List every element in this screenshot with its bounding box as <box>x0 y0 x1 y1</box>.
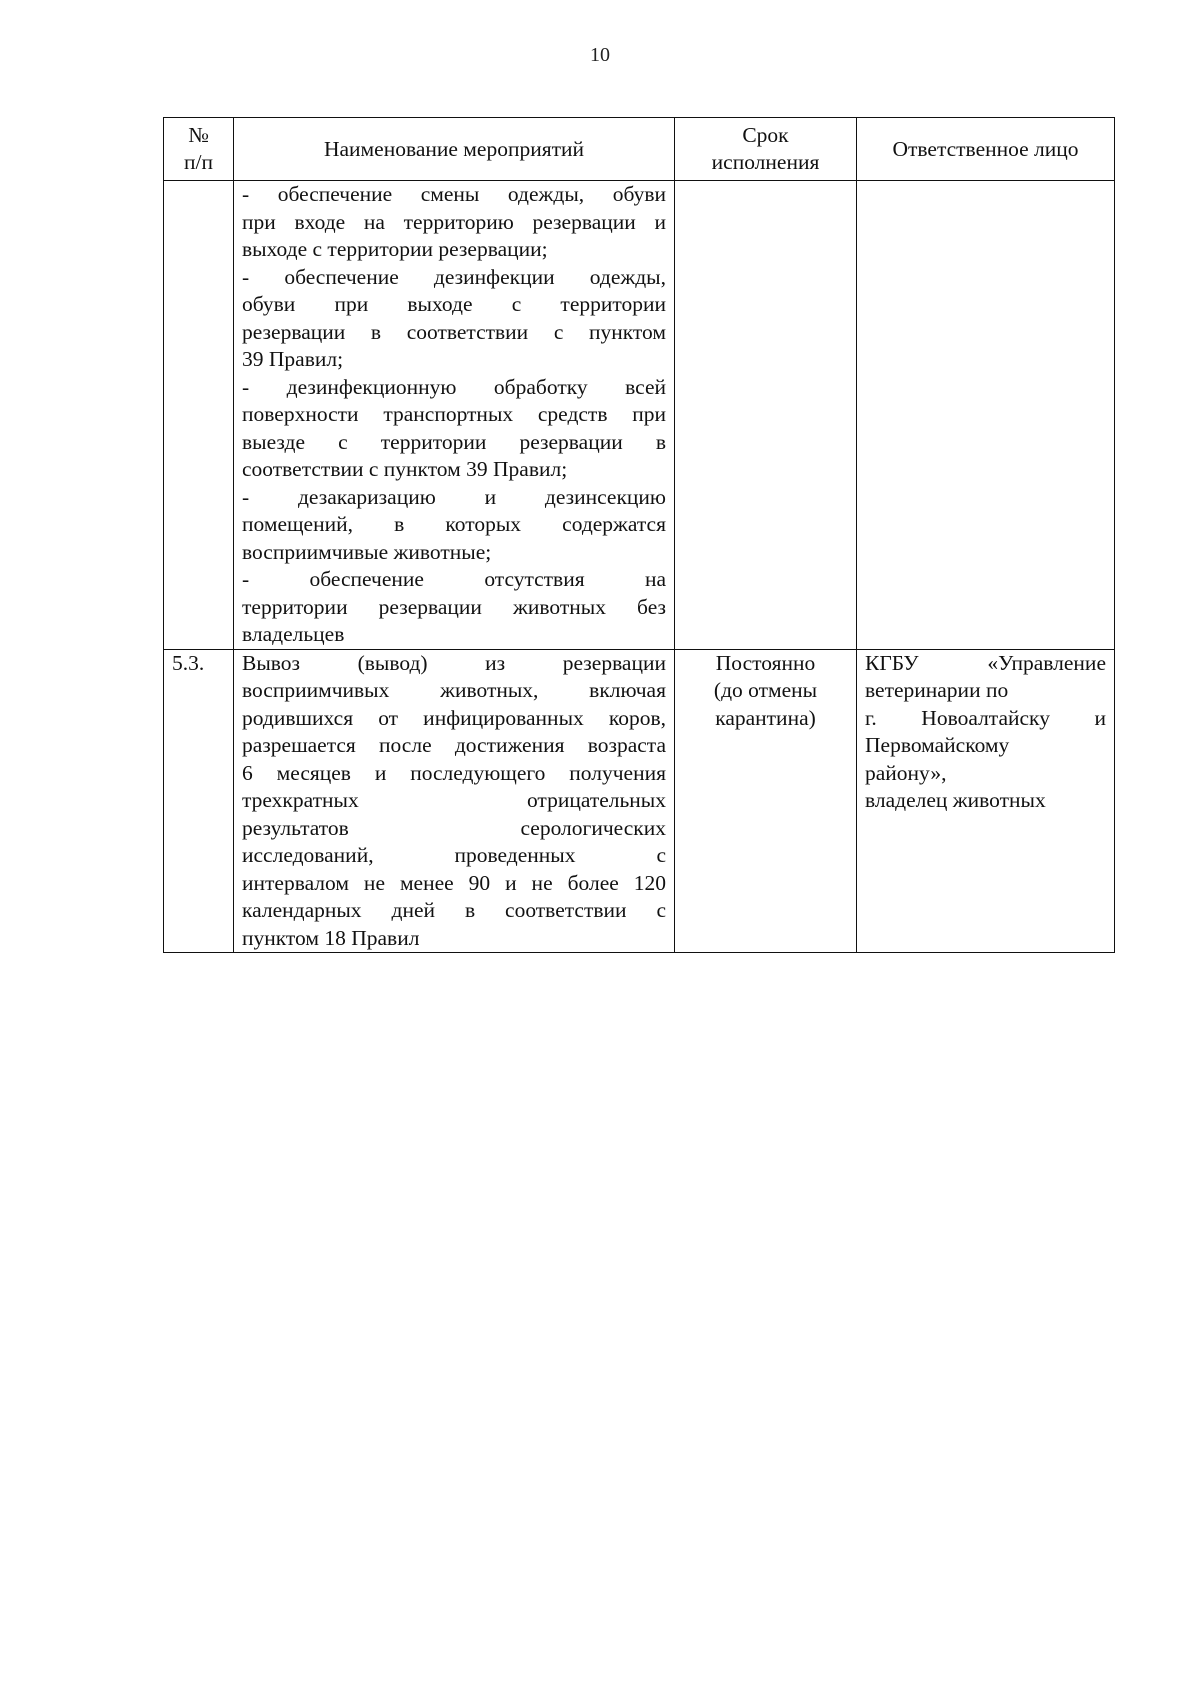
text-line: 39 Правил; <box>242 347 344 371</box>
table-header-row <box>164 118 1115 181</box>
row-measure-text <box>234 181 675 650</box>
row-responsible <box>857 649 1115 953</box>
text-line: помещений, в которых содержатся <box>242 512 666 536</box>
text-line: интервалом не менее 90 и не более 120 <box>242 870 666 895</box>
table-row <box>164 649 1115 953</box>
text-line: - дезакаризацию и дезинсекцию <box>242 484 666 509</box>
text-line: выходе с территории резервации; <box>242 237 548 261</box>
text-line: поверхности транспортных средств при <box>242 402 666 426</box>
text-line: результатов серологических <box>242 815 666 840</box>
text-line: выезде с территории резервации в <box>242 429 666 454</box>
row-measure-text <box>234 649 675 953</box>
text-line: Вывоз (вывод) из резервации <box>242 650 666 675</box>
text-line: пунктом 18 Правил <box>242 925 420 950</box>
text-line: территории резервации животных без <box>242 594 666 619</box>
text-line: - дезинфекционную обработку всей <box>242 374 666 399</box>
row-term <box>675 181 857 650</box>
text-line: разрешается после достижения возраста <box>242 733 666 757</box>
responsible-line: району», <box>865 760 947 785</box>
term-line: карантина) <box>715 705 816 730</box>
responsible-line: Первомайскому <box>865 733 1010 757</box>
row-responsible <box>857 181 1115 650</box>
text-line: владельцев <box>242 622 345 646</box>
text-line: резервации в соответствии с пунктом <box>242 319 666 344</box>
measures-table <box>163 117 1115 953</box>
text-line: при входе на территорию резервации и <box>242 209 666 234</box>
table-row <box>164 181 1115 650</box>
header-term <box>675 118 857 181</box>
responsible-line: владелец животных <box>865 788 1046 812</box>
header-num <box>164 118 234 181</box>
row-num: 5.3. <box>164 649 234 953</box>
header-num-line1: № <box>188 123 209 147</box>
text-line: - обеспечение дезинфекции одежды, <box>242 264 666 289</box>
text-line: календарных дней в соответствии с <box>242 898 666 922</box>
term-line: Постоянно <box>715 650 816 675</box>
text-line: - обеспечение отсутствия на <box>242 567 666 591</box>
text-line: обуви при выходе с территории <box>242 292 666 316</box>
row-num <box>164 181 234 650</box>
text-line: восприимчивые животные; <box>242 539 492 564</box>
text-line: трехкратных отрицательных <box>242 788 666 812</box>
text-line: восприимчивых животных, включая <box>242 678 666 702</box>
text-line: 6 месяцев и последующего получения <box>242 760 666 785</box>
text-line: соответствии с пунктом 39 Правил; <box>242 457 568 481</box>
responsible-line: г. Новоалтайску и <box>865 705 1106 730</box>
term-line: (до отмены <box>713 678 818 702</box>
header-num-line2: п/п <box>184 150 213 174</box>
header-responsible: Ответственное лицо <box>857 118 1115 181</box>
responsible-line: ветеринарии по <box>865 678 1009 702</box>
responsible-line: КГБУ «Управление <box>865 650 1106 675</box>
page-number: 10 <box>590 44 610 66</box>
header-name: Наименование мероприятий <box>234 118 675 181</box>
header-term-line1: Срок <box>742 123 789 147</box>
row-term <box>675 649 857 953</box>
header-term-line2: исполнения <box>711 150 820 174</box>
text-line: исследований, проведенных с <box>242 843 666 867</box>
text-line: родившихся от инфицированных коров, <box>242 705 666 730</box>
text-line: - обеспечение смены одежды, обуви <box>242 182 666 206</box>
